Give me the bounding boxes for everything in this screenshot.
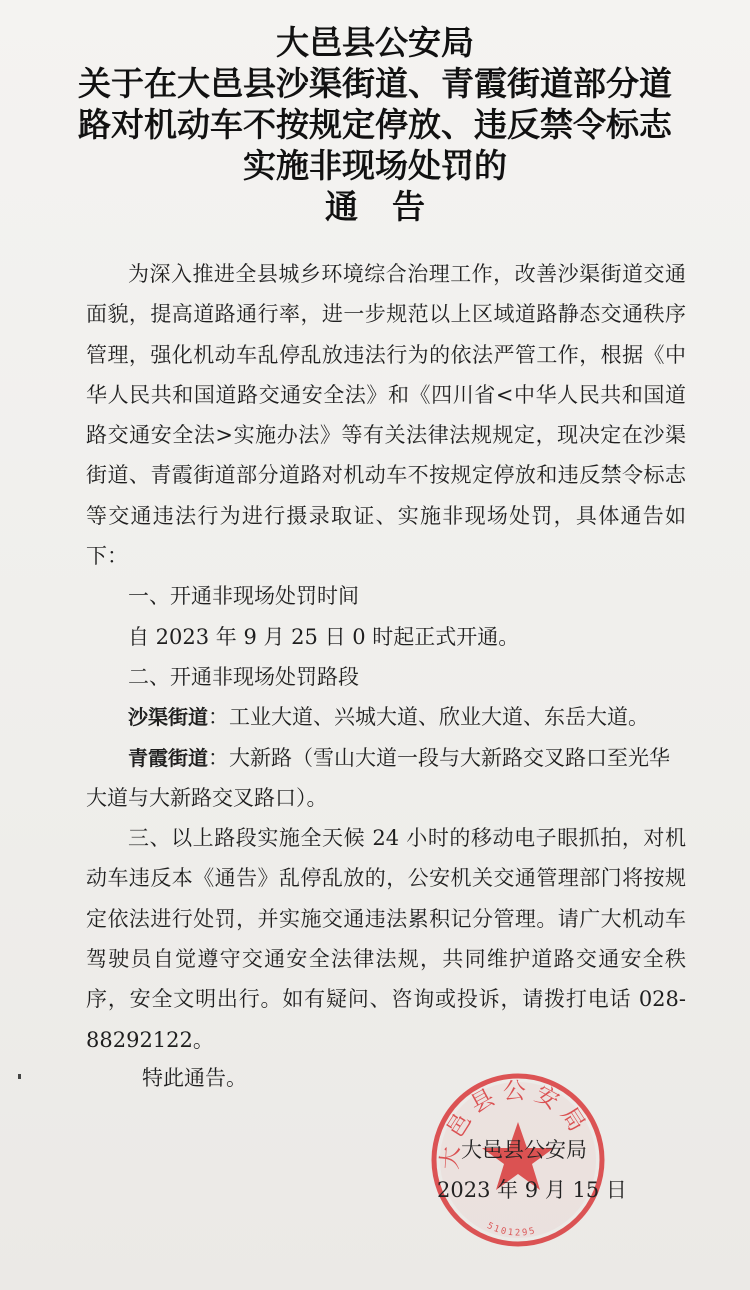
- section-2-heading: 二、开通非现场处罚路段: [128, 664, 359, 689]
- seal-number: 5101295: [485, 1221, 538, 1239]
- signature-date: 2023 年 9 月 15 日: [437, 1178, 627, 1202]
- shaqu-street-roads: [86, 697, 686, 737]
- qingxia-street-roads: [86, 738, 686, 819]
- signature-organization: 大邑县公安局: [461, 1138, 587, 1162]
- scan-mark: [18, 1074, 21, 1079]
- qingxia-street-road-list: ：大新路（雪山大道一段与大新路交叉路口至光华大道与大新路交叉路口）。: [86, 745, 670, 810]
- document-body: [86, 254, 686, 1060]
- title-issuer: 大邑县公安局: [276, 23, 474, 62]
- qingxia-street-label: 青霞街道: [128, 745, 208, 770]
- title-line-4: 实施非现场处罚的: [243, 146, 507, 185]
- shaqu-street-label: 沙渠街道: [128, 705, 208, 730]
- section-1-content: 自 2023 年 9 月 25 日 0 时起正式开通。: [128, 624, 520, 649]
- section-3-paragraph: 三、以上路段实施全天候 24 小时的移动电子眼抓拍，对机动车违反本《通告》乱停乱放的，公安机关交通管理部门将按规定依法进行处罚，并实施交通违法累积记分管理。请广大机动车驾驶员自觉遵守交通安全法律法规，共同维护道路交通安全秩序，安全文明出行。如有疑问、咨询或投诉，请拨打电话 028-88292122。: [86, 826, 686, 1052]
- closing-line: 特此通告。: [142, 1066, 247, 1090]
- intro-paragraph: 为深入推进全县城乡环境综合治理工作，改善沙渠街道交通面貌，提高道路通行率，进一步规范以上区域道路静态交通秩序管理，强化机动车乱停乱放违法行为的依法严管工作，根据《中华人民共和国道路交通安全法》和《四川省<中华人民共和国道路交通安全法>实施办法》等有关法律法规规定，现决定在沙渠街道、青霞街道部分道路对机动车不按规定停放和违反禁令标志等交通违法行为进行摄录取证、实施非现场处罚，具体通告如下：: [86, 262, 686, 569]
- title-line-3: 路对机动车不按规定停放、违反禁令标志: [78, 105, 672, 144]
- title-line-2: 关于在大邑县沙渠街道、青霞街道部分道: [78, 64, 672, 103]
- shaqu-street-road-list: ：工业大道、兴城大道、欣业大道、东岳大道。: [208, 705, 649, 730]
- section-1-heading: 一、开通非现场处罚时间: [128, 584, 359, 609]
- title-notice: 通告: [325, 187, 459, 226]
- document-title: [0, 22, 750, 227]
- seal-text: 大邑县公安局: [437, 1078, 594, 1171]
